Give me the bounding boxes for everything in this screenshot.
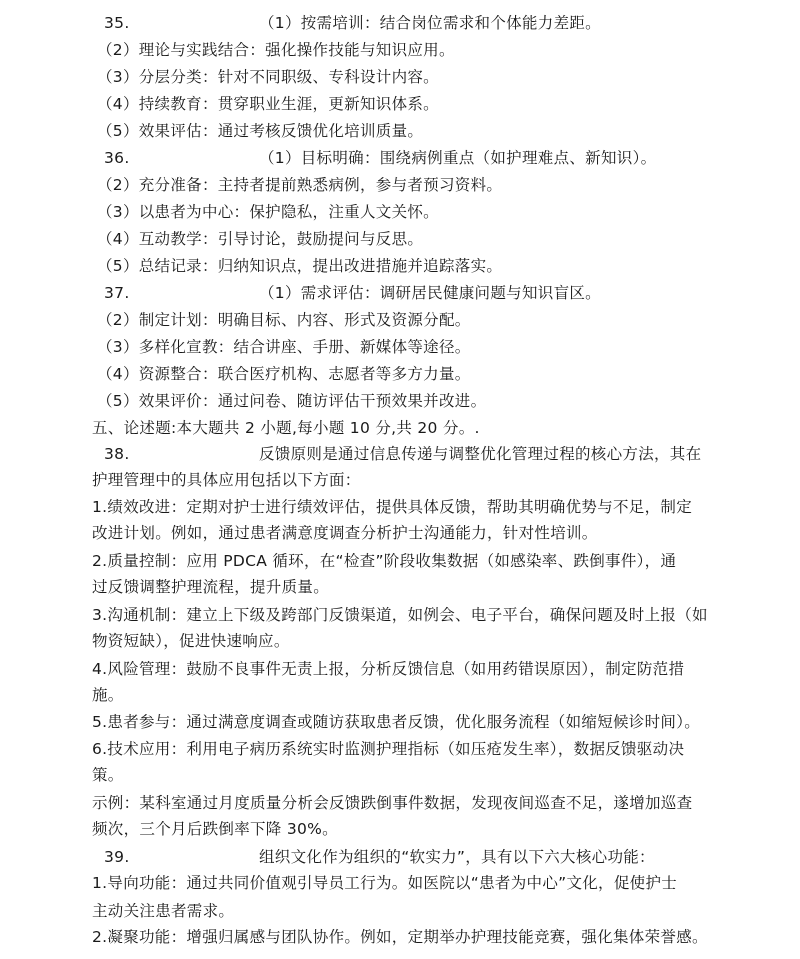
paragraph-line: 施。	[92, 686, 124, 704]
paragraph-line: 护理管理中的具体应用包括以下方面：	[92, 471, 361, 489]
paragraph-line: 过反馈调整护理流程，提升质量。	[92, 578, 330, 596]
answer-39-title	[104, 847, 655, 867]
question-number-38: 38.	[104, 445, 130, 463]
paragraph-line: 改进计划。例如，通过患者满意度调查分析护士沟通能力，针对性培训。	[92, 524, 598, 542]
question-number-39: 39.	[104, 848, 130, 866]
answer-36-item-3: （3）以患者为中心：保护隐私，注重人文关怀。	[97, 203, 439, 221]
paragraph-line: 2.凝聚功能：增强归属感与团队协作。例如，定期举办护理技能竞赛，强化集体荣誉感。	[92, 928, 708, 946]
answer-37-item-2: （2）制定计划：明确目标、内容、形式及资源分配。	[97, 311, 471, 329]
paragraph-line: 2.质量控制：应用 PDCA 循环，在“检查”阶段收集数据（如感染率、跌倒事件），通	[92, 552, 677, 570]
answer-36-title	[104, 148, 656, 168]
paragraph-line: 1.导向功能：通过共同价值观引导员工行为。如医院以“患者为中心”文化，促使护士	[92, 874, 678, 892]
answer-37-item-3: （3）多样化宣教：结合讲座、手册、新媒体等途径。	[97, 338, 471, 356]
answer-37-title	[104, 283, 601, 303]
answer-35-item-5: （5）效果评估：通过考核反馈优化培训质量。	[97, 122, 424, 140]
answer-35-item-4: （4）持续教育：贯穿职业生涯，更新知识体系。	[97, 95, 439, 113]
paragraph-line: 示例：某科室通过月度质量分析会反馈跌倒事件数据，发现夜间巡查不足，遂增加巡查	[92, 794, 693, 812]
text-line: 反馈原则是通过信息传递与调整优化管理过程的核心方法，其在	[259, 445, 702, 463]
paragraph-line: 频次，三个月后跌倒率下降 30%。	[92, 820, 338, 838]
paragraph-line: 1.绩效改进：定期对护士进行绩效评估，提供具体反馈，帮助其明确优势与不足，制定	[92, 498, 692, 516]
paragraph-line: 5.患者参与：通过满意度调查或随访获取患者反馈，优化服务流程（如缩短候诊时间）。	[92, 713, 701, 731]
answer-35-title	[104, 13, 601, 33]
question-number-36: 36.	[104, 149, 130, 167]
answer-36-item-5: （5）总结记录：归纳知识点，提出改进措施并追踪落实。	[97, 257, 503, 275]
answer-37-item-5: （5）效果评价：通过问卷、随访评估干预效果并改进。	[97, 392, 487, 410]
section-heading: 五、论述题:本大题共 2 小题,每小题 10 分,共 20 分。.	[92, 419, 480, 437]
paragraph-line: 物资短缺），促进快速响应。	[92, 632, 290, 650]
answer-38-title	[104, 444, 701, 464]
text-line: 组织文化作为组织的“软实力”，具有以下六大核心功能：	[259, 848, 655, 866]
paragraph-line: 4.风险管理：鼓励不良事件无责上报，分析反馈信息（如用药错误原因），制定防范措	[92, 660, 685, 678]
paragraph-line: 策。	[92, 766, 124, 784]
answer-35-item-2: （2）理论与实践结合：强化操作技能与知识应用。	[97, 41, 455, 59]
text-line: （1）目标明确：围绕病例重点（如护理难点、新知识）。	[259, 149, 657, 167]
paragraph-line: 主动关注患者需求。	[92, 902, 235, 920]
question-number-37: 37.	[104, 284, 130, 302]
answer-35-item-3: （3）分层分类：针对不同职级、专科设计内容。	[97, 68, 439, 86]
text-line: （1）按需培训：结合岗位需求和个体能力差距。	[259, 14, 601, 32]
answer-36-item-4: （4）互动教学：引导讨论，鼓励提问与反思。	[97, 230, 424, 248]
text-line: （1）需求评估：调研居民健康问题与知识盲区。	[259, 284, 601, 302]
answer-36-item-2: （2）充分准备：主持者提前熟悉病例，参与者预习资料。	[97, 176, 503, 194]
question-number-35: 35.	[104, 14, 130, 32]
paragraph-line: 3.沟通机制：建立上下级及跨部门反馈渠道，如例会、电子平台，确保问题及时上报（如	[92, 606, 708, 624]
answer-37-item-4: （4）资源整合：联合医疗机构、志愿者等多方力量。	[97, 365, 471, 383]
paragraph-line: 6.技术应用：利用电子病历系统实时监测护理指标（如压疮发生率），数据反馈驱动决	[92, 740, 685, 758]
